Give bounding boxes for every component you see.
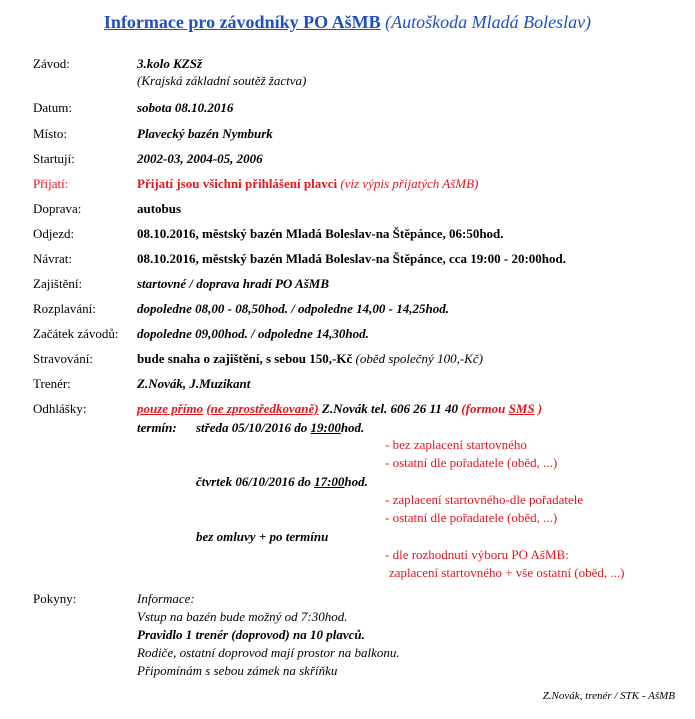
value-zavod: 3.kolo KZSž xyxy=(137,56,203,71)
odhlasky-t3-note2: zaplacení startovného + vše ostatní (oběd, ...) xyxy=(389,565,625,580)
label-datum: Datum: xyxy=(33,100,72,115)
pokyny-line5: Připomínám s sebou zámek na skříňku xyxy=(137,663,338,678)
label-prijati: Přijatí: xyxy=(33,176,69,191)
value-zacatek: dopoledne 09,00hod. / odpoledne 14,30hod. xyxy=(137,326,369,341)
value-prijati xyxy=(137,176,478,192)
value-trener: Z.Novák, J.Muzikant xyxy=(137,376,251,391)
value-datum: sobota 08.10.2016 xyxy=(137,100,234,115)
label-zajisteni: Zajištění: xyxy=(33,276,83,291)
value-stravovani xyxy=(137,351,483,367)
label-doprava: Doprava: xyxy=(33,201,82,216)
odhlasky-t2-note2: - ostatní dle pořadatele (oběd, ...) xyxy=(385,510,558,525)
pokyny-line4: Rodiče, ostatní doprovod mají prostor na balkonu. xyxy=(137,645,400,660)
odhlasky-t3-note1: - dle rozhodnutí výboru PO AšMB: xyxy=(385,547,569,562)
odhlasky-line xyxy=(137,401,542,417)
odhlasky-term2: čtvrtek 06/10/2016 do 17:00hod. xyxy=(196,474,368,489)
odhlasky-term1: středa 05/10/2016 do 19:00hod. xyxy=(196,420,365,435)
pokyny-line2: Vstup na bazén bude možný od 7:30hod. xyxy=(137,609,348,624)
odhlasky-t1-note2: - ostatní dle pořadatele (oběd, ...) xyxy=(385,455,558,470)
label-rozplavani: Rozplavání: xyxy=(33,301,96,316)
value-zajisteni: startovné / doprava hradí PO AšMB xyxy=(137,276,330,291)
label-odjezd: Odjezd: xyxy=(33,226,75,241)
label-misto: Místo: xyxy=(33,126,67,141)
odhlasky-t1-note1: - bez zaplacení startovného xyxy=(385,437,527,452)
title-main: Informace pro závodníky PO AšMB xyxy=(103,12,381,32)
odhlasky-sms: SMS xyxy=(508,401,535,416)
value-startuji: 2002-03, 2004-05, 2006 xyxy=(137,151,263,166)
label-pokyny: Pokyny: xyxy=(33,591,77,606)
odhlasky-only: pouze přímo xyxy=(137,401,204,416)
value-rozplavani: dopoledne 08,00 - 08,50hod. / odpoledne 14,00 - 14,25hod. xyxy=(137,301,449,316)
value-doprava: autobus xyxy=(137,201,182,216)
label-stravovani: Stravování: xyxy=(33,351,93,366)
page-title xyxy=(0,12,695,33)
value-misto: Plavecký bazén Nymburk xyxy=(137,126,273,141)
label-zacatek: Začátek závodů: xyxy=(33,326,119,341)
title-subtitle: (Autoškoda Mladá Boleslav) xyxy=(385,12,592,32)
odhlasky-term-label: termín: xyxy=(137,420,177,435)
odhlasky-contact: Z.Novák tel. 606 26 11 40 xyxy=(321,401,459,416)
label-navrat: Návrat: xyxy=(33,251,72,266)
signature: Z.Novák, trenér / STK - AšMB xyxy=(542,690,675,702)
prijati-note: (viz výpis přijatých AšMB) xyxy=(340,176,479,191)
odhlasky-term3: bez omluvy + po termínu xyxy=(196,529,329,544)
prijati-text: Přijatí jsou všichni přihlášení plavci xyxy=(137,176,338,191)
odhlasky-not-via: (ne zprostředkovaně) xyxy=(206,401,319,416)
label-zavod: Závod: xyxy=(33,56,70,71)
note-zavod: (Krajská základní soutěž žactva) xyxy=(137,73,307,88)
odhlasky-form: (formou SMS ) xyxy=(461,401,543,416)
label-startuji: Startují: xyxy=(33,151,75,166)
value-odjezd: 08.10.2016, městský bazén Mladá Boleslav-na Štěpánce, 06:50hod. xyxy=(137,226,504,241)
label-trener: Trenér: xyxy=(33,376,71,391)
pokyny-line1: Informace: xyxy=(137,591,195,606)
stravovani-text: bude snaha o zajištění, s sebou 150,-Kč xyxy=(137,351,353,366)
label-odhlasky: Odhlášky: xyxy=(33,401,87,416)
odhlasky-t2-note1: - zaplacení startovného-dle pořadatele xyxy=(385,492,584,507)
stravovani-note: (oběd společný 100,-Kč) xyxy=(355,351,483,366)
pokyny-line3: Pravidlo 1 trenér (doprovod) na 10 plavců. xyxy=(137,627,365,642)
value-navrat: 08.10.2016, městský bazén Mladá Boleslav-na Štěpánce, cca 19:00 - 20:00hod. xyxy=(137,251,566,266)
